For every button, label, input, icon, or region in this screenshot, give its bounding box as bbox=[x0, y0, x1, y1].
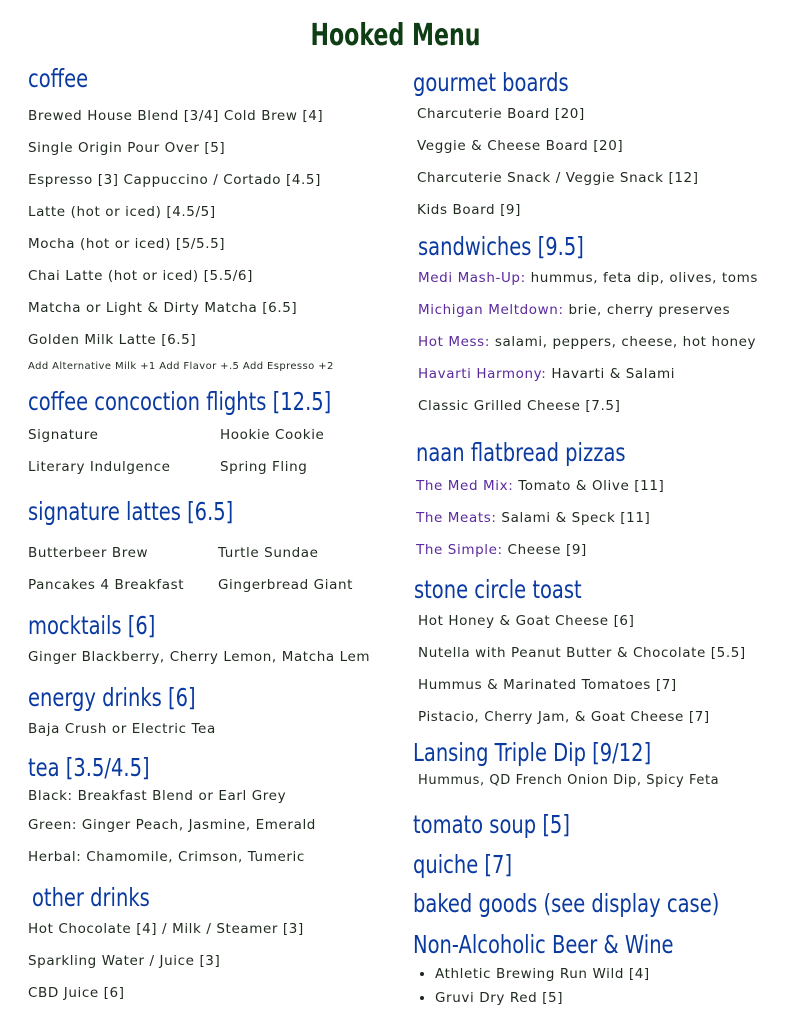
sandwich-item bbox=[418, 294, 758, 326]
menu-item: Golden Milk Latte [6.5] bbox=[28, 332, 197, 348]
section-baked-goods bbox=[413, 889, 791, 919]
menu-item: Hookie Cookie bbox=[220, 427, 325, 443]
item-desc: Salami & Speck [11] bbox=[496, 510, 651, 526]
menu-item: Single Origin Pour Over [5] bbox=[28, 140, 226, 156]
menu-item: Espresso [3] Cappuccino / Cortado [4.5] bbox=[28, 172, 321, 188]
menu-item: Hummus & Marinated Tomatoes [7] bbox=[418, 677, 677, 693]
menu-item: Nutella with Peanut Butter & Chocolate [5.5] bbox=[418, 645, 746, 661]
menu-item: Literary Indulgence bbox=[28, 459, 171, 475]
item-desc: Havarti & Salami bbox=[546, 366, 676, 382]
list-item: • Gruvi Dry Red [5] bbox=[435, 986, 747, 1010]
menu-item: Green: Ginger Peach, Jasmine, Emerald bbox=[28, 817, 316, 833]
section-heading: mocktails [6] bbox=[28, 611, 156, 640]
item-name: The Med Mix: bbox=[416, 478, 514, 494]
section-heading: tea [3.5/4.5] bbox=[28, 753, 150, 782]
section-heading: gourmet boards bbox=[413, 68, 569, 97]
addons-note: Add Alternative Milk +1 Add Flavor +.5 Add Espresso +2 bbox=[28, 361, 334, 372]
menu-item: Charcuterie Snack / Veggie Snack [12] bbox=[417, 170, 699, 186]
menu-item: Classic Grilled Cheese [7.5] bbox=[418, 398, 621, 414]
menu-item: Hot Honey & Goat Cheese [6] bbox=[418, 613, 635, 629]
item-desc: salami, peppers, cheese, hot honey bbox=[489, 334, 757, 350]
section-coffee bbox=[28, 64, 105, 94]
section-naan-pizzas bbox=[416, 438, 685, 566]
section-stone-circle-toast bbox=[414, 575, 746, 733]
section-heading: tomato soup [5] bbox=[413, 810, 570, 839]
menu-item: Kids Board [9] bbox=[417, 202, 521, 218]
section-heading: other drinks bbox=[32, 883, 150, 912]
menu-item: Hot Chocolate [4] / Milk / Steamer [3] bbox=[28, 921, 304, 937]
menu-item: Pistacio, Cherry Jam, & Goat Cheese [7] bbox=[418, 709, 710, 725]
item-name: Michigan Meltdown: bbox=[418, 302, 564, 318]
pizza-item bbox=[416, 502, 685, 534]
item-name: The Simple: bbox=[416, 542, 503, 558]
section-flights bbox=[28, 387, 417, 483]
menu-item: Sparkling Water / Juice [3] bbox=[28, 953, 221, 969]
menu-item: Black: Breakfast Blend or Earl Grey bbox=[28, 788, 287, 804]
section-triple-dip bbox=[413, 738, 719, 794]
section-signature-lattes bbox=[28, 497, 388, 601]
section-sandwiches bbox=[418, 232, 758, 422]
section-gourmet-boards bbox=[413, 68, 699, 226]
list-item: • Athletic Brewing Run Wild [4] bbox=[435, 962, 747, 986]
menu-item: Hummus, QD French Onion Dip, Spicy Feta bbox=[418, 773, 720, 788]
section-mocktails bbox=[28, 611, 370, 673]
item-name: Medi Mash-Up: bbox=[418, 270, 526, 286]
item-desc: hummus, feta dip, olives, toms bbox=[525, 270, 759, 286]
section-heading: signature lattes [6.5] bbox=[28, 497, 234, 526]
section-heading: naan flatbread pizzas bbox=[416, 438, 626, 467]
menu-item: Veggie & Cheese Board [20] bbox=[417, 138, 624, 154]
coffee-items bbox=[28, 100, 334, 378]
menu-item: Gingerbread Giant bbox=[218, 577, 353, 593]
menu-title: Hooked Menu bbox=[310, 18, 481, 53]
menu-item: Pancakes 4 Breakfast bbox=[28, 577, 185, 593]
sandwich-item bbox=[418, 358, 758, 390]
menu-item: Mocha (hot or iced) [5/5.5] bbox=[28, 236, 226, 252]
menu-item: CBD Juice [6] bbox=[28, 985, 125, 1001]
section-heading: Non-Alcoholic Beer & Wine bbox=[413, 930, 674, 959]
item-name: Havarti Harmony: bbox=[418, 366, 547, 382]
menu-item: Herbal: Chamomile, Crimson, Tumeric bbox=[28, 849, 305, 865]
section-heading: stone circle toast bbox=[414, 575, 582, 604]
menu-item: Matcha or Light & Dirty Matcha [6.5] bbox=[28, 300, 298, 316]
pizza-item bbox=[416, 470, 685, 502]
menu-item: Latte (hot or iced) [4.5/5] bbox=[28, 204, 216, 220]
section-heading: quiche [7] bbox=[413, 850, 513, 879]
section-heading: coffee bbox=[28, 64, 89, 93]
menu-item: Spring Fling bbox=[220, 459, 308, 475]
section-heading: coffee concoction flights [12.5] bbox=[28, 387, 332, 416]
section-tea bbox=[28, 753, 316, 873]
section-tomato-soup bbox=[413, 810, 614, 840]
item-desc: Cheese [9] bbox=[502, 542, 587, 558]
sandwich-item bbox=[418, 326, 758, 358]
item-name: The Meats: bbox=[416, 510, 497, 526]
section-non-alcoholic bbox=[413, 930, 747, 1010]
menu-item: Signature bbox=[28, 427, 99, 443]
menu-item: Butterbeer Brew bbox=[28, 545, 149, 561]
menu-item: Ginger Blackberry, Cherry Lemon, Matcha Lem bbox=[28, 649, 371, 665]
menu-item: Turtle Sundae bbox=[218, 545, 319, 561]
section-heading: baked goods (see display case) bbox=[413, 889, 720, 918]
section-quiche bbox=[413, 850, 540, 880]
section-energy-drinks bbox=[28, 683, 243, 745]
menu-item: Charcuterie Board [20] bbox=[417, 106, 585, 122]
menu-item: Brewed House Blend [3/4] Cold Brew [4] bbox=[28, 108, 324, 124]
section-heading: sandwiches [9.5] bbox=[418, 232, 584, 261]
section-heading: Lansing Triple Dip [9/12] bbox=[413, 738, 652, 767]
section-other-drinks bbox=[28, 883, 304, 1009]
menu-item: Chai Latte (hot or iced) [5.5/6] bbox=[28, 268, 253, 284]
item-desc: brie, cherry preserves bbox=[563, 302, 731, 318]
section-heading: energy drinks [6] bbox=[28, 683, 196, 712]
sandwich-item bbox=[418, 262, 758, 294]
menu-item: Baja Crush or Electric Tea bbox=[28, 721, 216, 737]
pizza-item bbox=[416, 534, 685, 566]
item-name: Hot Mess: bbox=[418, 334, 490, 350]
item-desc: Tomato & Olive [11] bbox=[513, 478, 665, 494]
